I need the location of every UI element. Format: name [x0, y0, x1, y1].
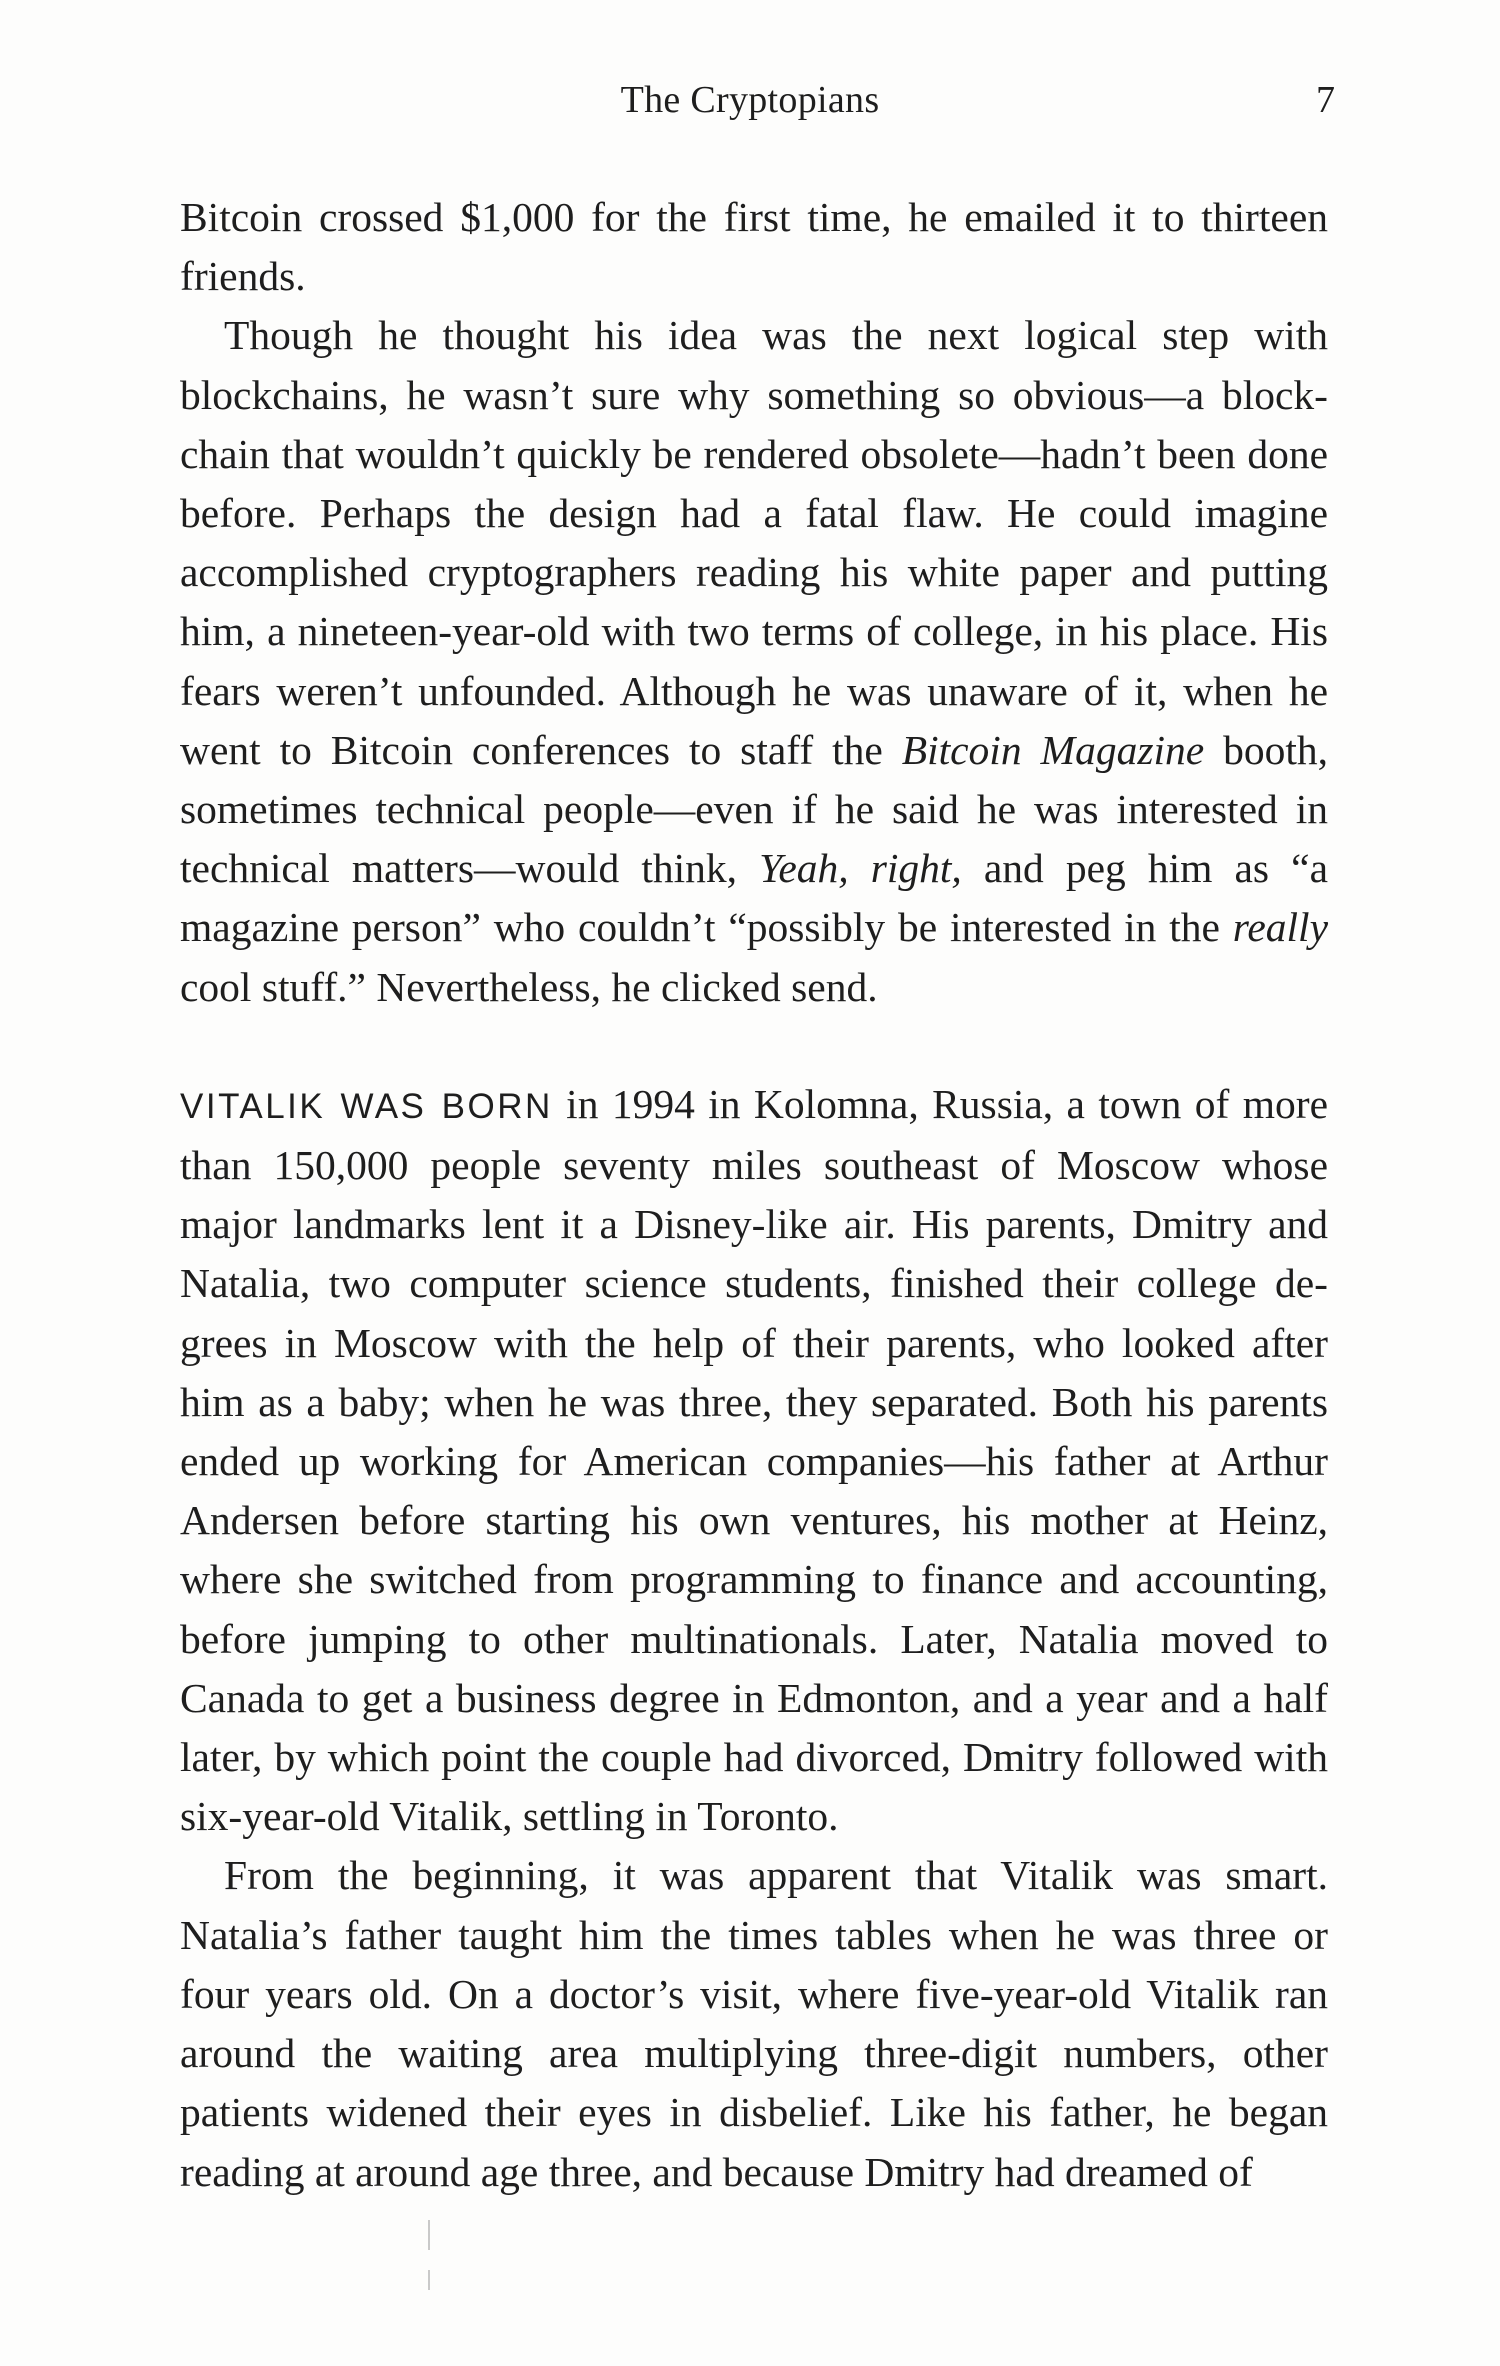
scan-artifact: [428, 2220, 430, 2250]
paragraph-text: and peg him as “a magazine person” who couldn’t “possibly be interested in the: [180, 845, 1328, 951]
paragraph-text: in 1994 in Kolomna, Russia, a town of more than 150,000 people seventy miles southeast of Moscow whose major landmarks lent it a Disney-like air. His parents, Dmitry and Natalia, two computer science students, finished their college degrees in Moscow with the help of their parents, who looked after him as a baby; when he was three, they separated. Both his parents ended up working for American companies—his father at Arthur Andersen before starting his own ventures, his mother at Heinz, where she switched from programming to finance and accounting, before jumping to other multinationals. Later, Natalia moved to Canada to get a business degree in Edmonton, and a year and a half later, by which point the couple had divorced, Dmitry followed with six-year-old Vitalik, settling in Toronto.: [180, 1080, 1328, 1840]
italic-really: really: [1232, 904, 1328, 951]
page-number: 7: [1316, 79, 1335, 121]
paragraph-continuation: Bitcoin crossed $1,000 for the first time, he emailed it to thirteen friends.: [180, 194, 1328, 300]
paragraph-text: Though he thought his idea was the next logical step with blockchains, he wasn’t sure why something so obvious—a blockchain that wouldn’t quickly be rendered obsolete—hadn’t been done before. Perhaps the design had a fatal flaw. He could imagine accomplished cryptographers reading his white paper and putting him, a nineteen-year-old with two terms of college, in his place. His fears weren’t unfounded. Although he was unaware of it, when he went to Bitcoin conferences to staff the: [180, 312, 1328, 773]
paragraph-fears: [180, 306, 1328, 1016]
running-header: [0, 70, 1500, 130]
italic-magazine-title: Bitcoin Magazine: [901, 726, 1205, 773]
italic-yeah-right: Yeah, right,: [759, 845, 962, 892]
section-lead-in: VITALIK WAS BORN: [180, 1086, 553, 1126]
paragraph-text: booth, sometimes technical people—even if he said he was interested in technical matters—would think,: [180, 726, 1329, 892]
running-title: The Cryptopians: [620, 79, 880, 121]
paragraph-childhood: From the beginning, it was apparent that Vitalik was smart. Natalia’s father taught him the times tables when he was three or four years old. On a doctor’s visit, where five-year-old Vitalik ran around the waiting area multiplying three-digit numbers, other patients widened their eyes in disbelief. Like his father, he began reading at around age three, and because Dmitry had dreamed of: [180, 1852, 1328, 2195]
body-text: [180, 188, 1328, 2202]
paragraph-text: cool stuff.” Nevertheless, he clicked send.: [180, 963, 878, 1010]
scan-artifact: [428, 2270, 430, 2290]
paragraph-section-start: [180, 1075, 1328, 1847]
